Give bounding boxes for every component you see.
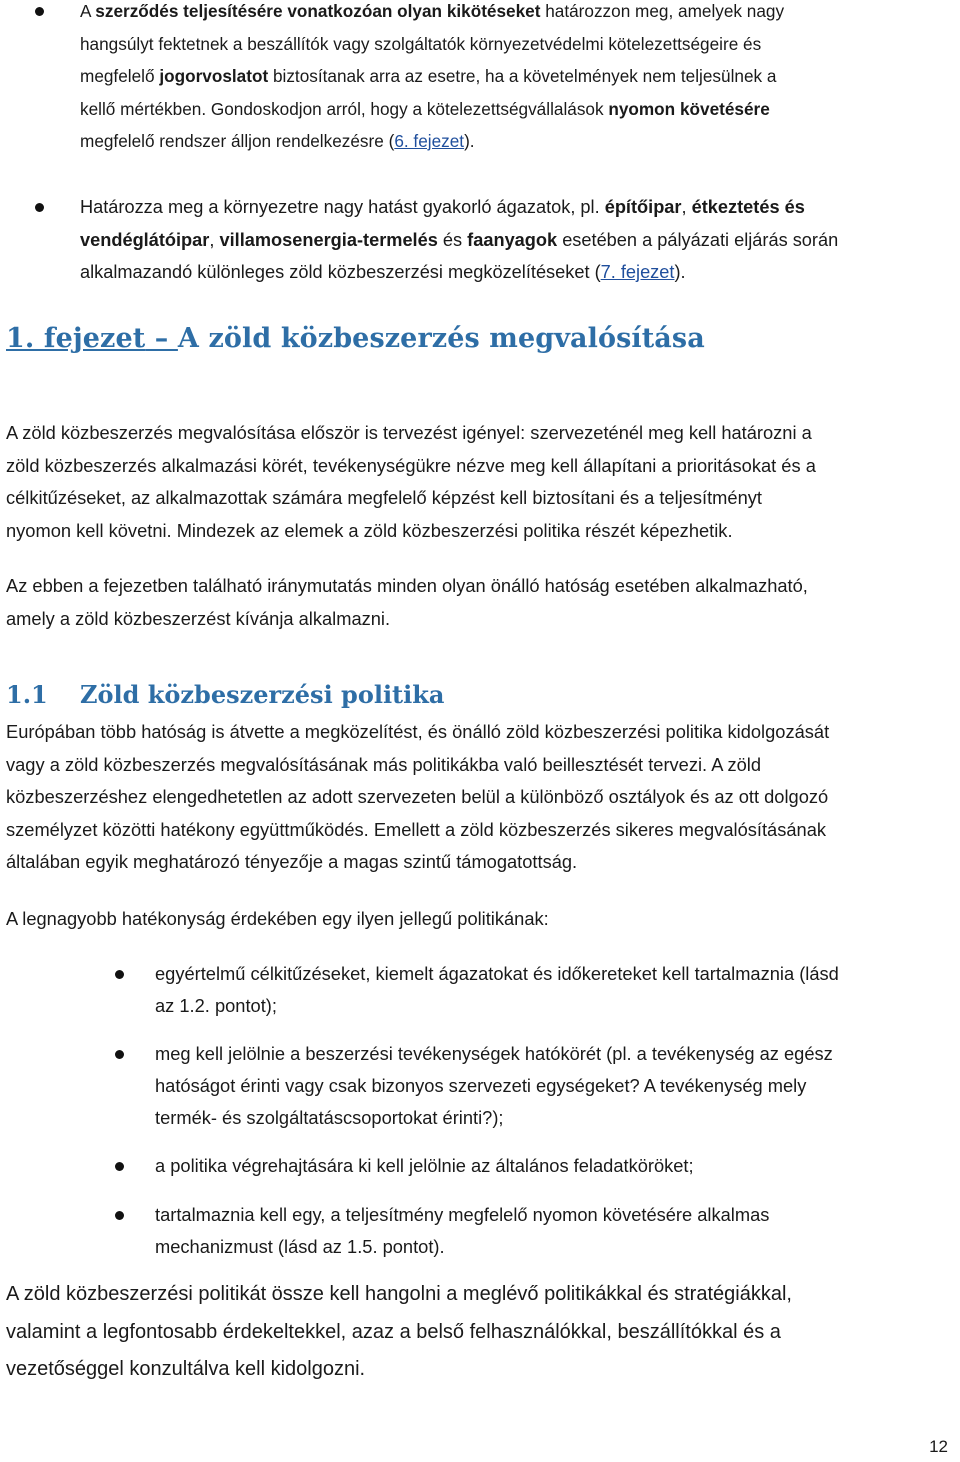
text-line: általában egyik meghatározó tényezője a magas szintű támogatottság. — [6, 851, 578, 872]
paragraph-policy — [6, 716, 829, 879]
text-line: hatóságot érinti vagy csak bizonyos szervezeti egységeket? A tevékenység mely — [155, 1075, 807, 1096]
text-line: Határozza meg a környezetre nagy hatást gyakorló ágazatok, pl. építőipar, étkeztetés és — [80, 197, 805, 217]
text-line: zöld közbeszerzés alkalmazási körét, tevékenységükre nézve meg kell állapítani a prioritásokat és a — [6, 454, 816, 476]
text-line: A zöld közbeszerzési politikát össze kell hangolni a meglévő politikákkal és stratégiákkal, — [6, 1283, 792, 1305]
bullet-item-1 — [80, 0, 784, 158]
section-heading: 1.1 Zöld közbeszerzési politika — [6, 680, 445, 709]
text-line: közbeszerzéshez elengedhetetlen az adott szervezeten belül a különböző osztályok és az ott dolgozó — [6, 786, 829, 807]
chapter-6-link[interactable]: 6. fejezet — [394, 131, 465, 151]
bullet-icon — [115, 1162, 124, 1171]
list-item — [155, 1199, 769, 1263]
bullet-icon — [115, 1211, 124, 1220]
paragraph-alignment — [6, 1276, 792, 1389]
paragraph-guidance — [6, 570, 808, 635]
text-line: vezetőséggel konzultálva kell kidolgozni. — [6, 1358, 366, 1380]
list-item — [155, 1150, 694, 1182]
text-line: mechanizmust (lásd az 1.5. pontot). — [155, 1236, 445, 1257]
text-line: A szerződés teljesítésére vonatkozóan olyan kikötéseket határozzon meg, amelyek nagy — [80, 1, 785, 21]
text-line: alkalmazandó különleges zöld közbeszerzési megközelítéseket (7. fejezet). — [80, 262, 686, 282]
bullet-icon — [35, 203, 44, 212]
chapter-7-link[interactable]: 7. fejezet — [600, 262, 675, 282]
text-line: vagy a zöld közbeszerzés megvalósításának más politikákba való beillesztését tervezi. A zöld — [6, 753, 761, 775]
bullet-icon — [115, 1050, 124, 1059]
text-line: megfelelő rendszer álljon rendelkezésre (6. fejezet). — [80, 131, 475, 151]
text-line: nyomon kell követni. Mindezek az elemek a zöld közbeszerzési politika részét képezhetik. — [6, 519, 733, 541]
text-line: Az ebben a fejezetben található iránymutatás minden olyan önálló hatóság esetében alkalmazható, — [6, 575, 808, 596]
text-line: Európában több hatóság is átvette a megközelítést, és önálló zöld közbeszerzési politika kidolgozását — [6, 721, 830, 742]
paragraph-intro — [6, 417, 816, 547]
text-line: az 1.2. pontot); — [155, 995, 277, 1016]
text-line: a politika végrehajtására ki kell jelölnie az általános feladatköröket; — [155, 1155, 694, 1176]
text-line: valamint a legfontosabb érdekeltekkel, azaz a belső felhasználókkal, beszállítókkal és a — [6, 1320, 781, 1343]
text-line: amely a zöld közbeszerzést kívánja alkalmazni. — [6, 607, 391, 629]
text-line: megfelelő jogorvoslatot biztosítanak arra az esetre, ha a követelmények nem teljesülnek a — [80, 66, 777, 86]
list-item — [155, 958, 839, 1022]
text-line: egyértelmű célkitűzéseket, kiemelt ágazatokat és időkereteket kell tartalmaznia (lásd — [155, 963, 839, 984]
text-line: meg kell jelölnie a beszerzési tevékenységek hatókörét (pl. a tevékenység az egész — [155, 1043, 833, 1064]
text-line: A zöld közbeszerzés megvalósítása először is tervezést igényel: szervezeténél meg kell határozni a — [6, 422, 812, 443]
text-line: termék- és szolgáltatáscsoportokat érinti?); — [155, 1107, 504, 1128]
text-line: A legnagyobb hatékonyság érdekében egy ilyen jellegű politikának: — [6, 908, 549, 929]
text-line: tartalmaznia kell egy, a teljesítmény megfelelő nyomon követésére alkalmas — [155, 1204, 770, 1225]
text-line: hangsúlyt fektetnek a beszállítók vagy szolgáltatók környezetvédelmi kötelezettségeire és — [80, 33, 762, 54]
bullet-icon — [35, 7, 44, 16]
chapter-heading: 1. fejezet – A zöld közbeszerzés megvalósítása — [6, 323, 705, 354]
bullet-icon — [115, 970, 124, 979]
paragraph-list-intro — [6, 903, 549, 936]
text-line: személyzet közötti hatékony együttműködés. Emellett a zöld közbeszerzés sikeres megvalósításának — [6, 818, 826, 840]
bullet-item-2 — [80, 191, 838, 289]
text-line: kellő mértékben. Gondoskodjon arról, hogy a kötelezettségvállalások nyomon követésére — [80, 98, 770, 119]
text-line: vendéglátóipar, villamosenergia-termelés és faanyagok esetében a pályázati eljárás során — [80, 229, 839, 250]
list-item — [155, 1038, 833, 1134]
text-line: célkitűzéseket, az alkalmazottak számára megfelelő képzést kell biztosítani és a teljesítményt — [6, 487, 762, 508]
page-number: 12 — [929, 1437, 948, 1456]
